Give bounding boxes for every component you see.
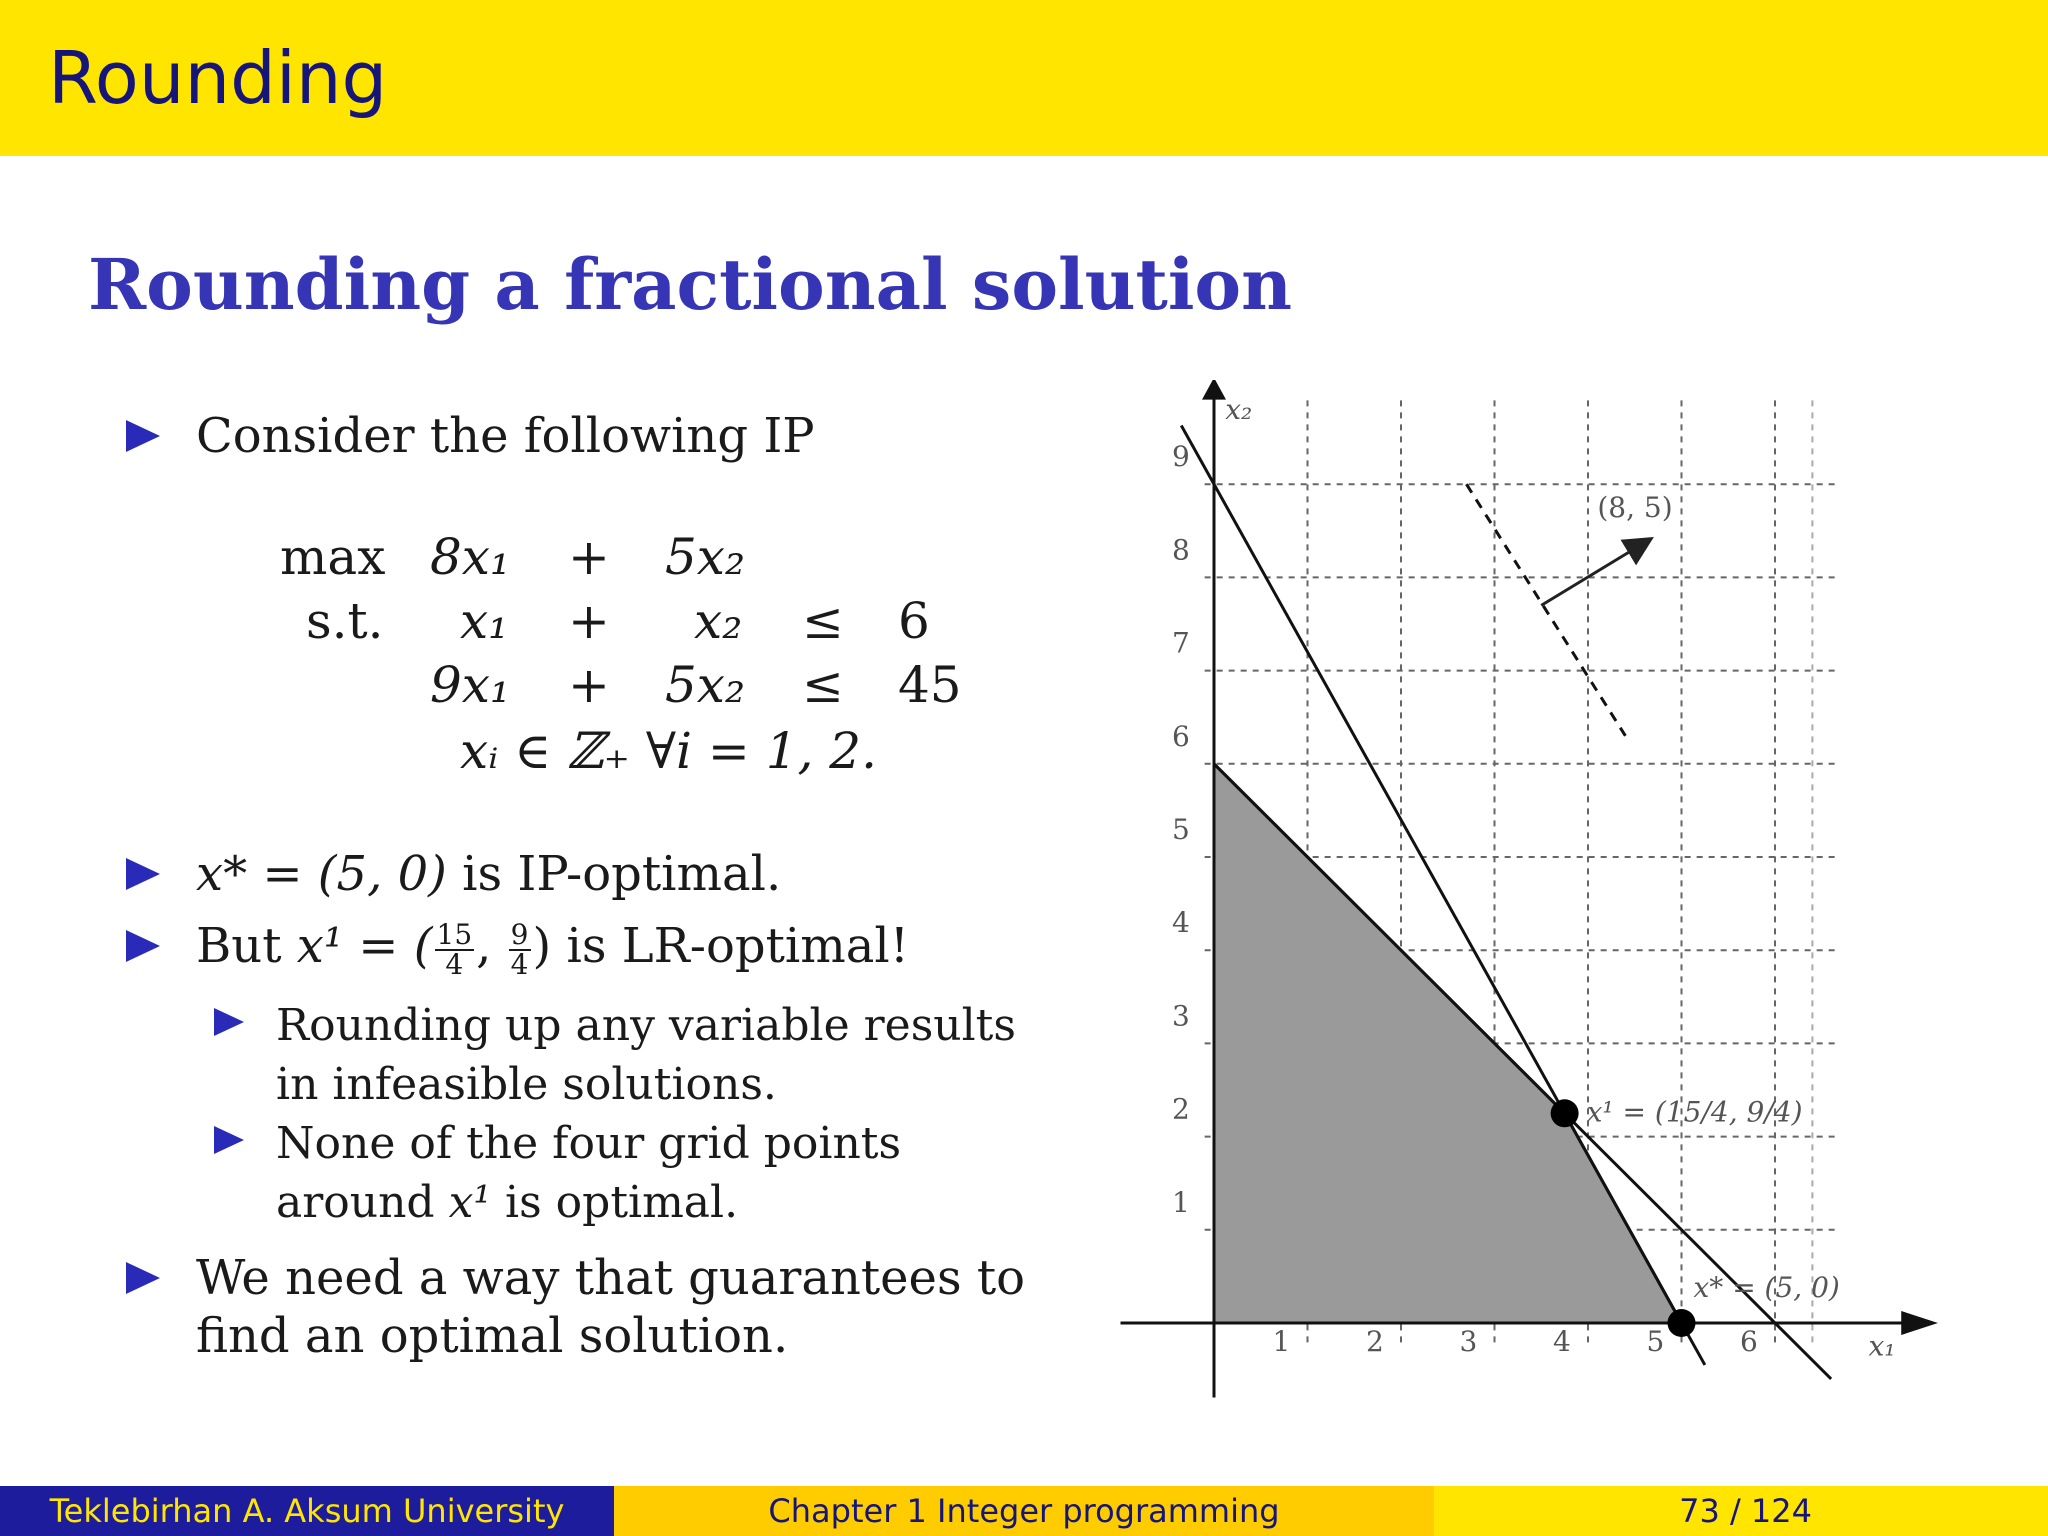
y-tick-label: 5 — [1172, 813, 1190, 846]
model-r2-op: + — [568, 592, 610, 650]
x-tick-label: 5 — [1646, 1324, 1665, 1358]
x-tick-label: 4 — [1553, 1324, 1571, 1358]
bullet-line: We need a way that guarantees to — [196, 1250, 1026, 1306]
y-axis-arrow-icon — [1202, 380, 1226, 400]
model-domain: xᵢ ∈ ℤ₊ ∀i = 1, 2. — [460, 722, 877, 780]
fraction-numerator: 15 — [436, 917, 473, 951]
fraction-15-4 — [435, 917, 475, 981]
model-r2-b: x₂ — [694, 592, 743, 650]
model-r1-op: + — [568, 528, 610, 586]
y-tick-label: 8 — [1172, 533, 1190, 567]
model-r3-a: 9x₁ — [430, 656, 511, 714]
subbullet-line-pre: around — [276, 1177, 449, 1229]
model-r3-op: + — [568, 656, 610, 714]
fraction-denominator: 4 — [445, 947, 464, 981]
footer-bar — [0, 1486, 2048, 1536]
header-bar — [0, 0, 2048, 156]
subbullet-line: in infeasible solutions. — [276, 1059, 777, 1111]
objective-arrow — [1541, 540, 1649, 605]
subbullet-triangle-icon — [214, 1126, 244, 1154]
model-r1-a: 8x₁ — [430, 528, 511, 586]
ip-model — [270, 520, 970, 790]
bullet-triangle-icon — [126, 930, 160, 962]
x-tick-label: 1 — [1272, 1324, 1291, 1358]
model-r1-b: 5x₂ — [665, 528, 746, 586]
model-r2-rel: ≤ — [802, 592, 844, 650]
point-label: x¹ = (15/4, 9/4) — [1586, 1095, 1803, 1129]
model-r3-b: 5x₂ — [665, 656, 746, 714]
fraction-numerator: 9 — [510, 917, 529, 951]
lr-optimal-pre: But — [196, 918, 297, 974]
subbullet-line — [276, 1173, 901, 1232]
bullet-text: Consider the following IP — [196, 408, 815, 464]
y-tick-label: 9 — [1172, 440, 1190, 474]
y-tick-label: 1 — [1172, 1185, 1190, 1219]
subbullet-line: Rounding up any variable results — [276, 1000, 1016, 1051]
model-r2-a: x₁ — [460, 592, 509, 650]
y-tick-label: 7 — [1172, 626, 1190, 660]
lr-optimal-text: is LR-optimal! — [551, 918, 910, 974]
optimal-point-marker — [1668, 1309, 1696, 1337]
bullet-triangle-icon — [126, 858, 160, 890]
fraction-denominator: 4 — [510, 947, 529, 981]
y-tick-label: 6 — [1172, 719, 1190, 753]
fraction-close: ) — [532, 918, 552, 974]
x-axis-label: x₁ — [1868, 1329, 1896, 1363]
subbullet-line-math: x¹ — [448, 1177, 492, 1229]
model-r3-rhs: 45 — [898, 656, 962, 714]
bullet-triangle-icon — [126, 420, 160, 452]
subbullet-line-post: is optimal. — [491, 1177, 739, 1229]
bullet-triangle-icon — [126, 1262, 160, 1294]
model-st: s.t. — [306, 592, 384, 650]
model-r2-rhs: 6 — [898, 592, 930, 650]
objective-label: (8, 5) — [1597, 490, 1673, 524]
lr-optimal-math: x¹ = ( — [296, 918, 433, 974]
y-tick-label: 2 — [1172, 1092, 1190, 1126]
bullet-consider — [196, 408, 815, 466]
fraction-9-4 — [509, 917, 531, 981]
subbullet-grid-points — [276, 1114, 901, 1233]
ip-optimal-text: is IP-optimal. — [446, 846, 782, 902]
fraction-separator: , — [476, 918, 507, 974]
model-max: max — [280, 528, 386, 586]
optimal-point-marker — [1551, 1099, 1579, 1127]
y-tick-label: 4 — [1172, 906, 1190, 940]
point-label: x* = (5, 0) — [1693, 1271, 1840, 1304]
bullet-ip-optimal — [196, 846, 781, 904]
ip-optimal-math: x* = (5, 0) — [196, 846, 447, 902]
subbullet-line: None of the four grid points — [276, 1118, 902, 1169]
frame-title: Rounding — [48, 36, 388, 120]
bullet-need-a-way — [196, 1250, 1025, 1365]
x-tick-label: 6 — [1740, 1324, 1758, 1358]
model-r3-rel: ≤ — [802, 656, 844, 714]
x-tick-label: 2 — [1366, 1324, 1384, 1358]
subbullet-triangle-icon — [214, 1008, 244, 1036]
footer-page-number: 73 / 124 — [1679, 1492, 1812, 1530]
y-axis-label: x₂ — [1225, 392, 1253, 426]
footer-page-box — [1434, 1486, 2048, 1536]
footer-chapter: Chapter 1 Integer programming — [614, 1486, 1434, 1536]
y-tick-label: 3 — [1172, 999, 1190, 1033]
subbullet-rounding-up — [276, 996, 1016, 1115]
bullet-line: find an optimal solution. — [196, 1307, 789, 1364]
x-tick-label: 3 — [1459, 1324, 1478, 1358]
slide-heading: Rounding a fractional solution — [88, 243, 1293, 326]
objective-direction — [1466, 484, 1672, 736]
x-axis-arrow-icon — [1901, 1311, 1938, 1335]
feasible-region-chart — [1110, 380, 1950, 1410]
bullet-lr-optimal — [196, 918, 909, 979]
feasible-region — [1214, 764, 1682, 1323]
footer-author: Teklebirhan A. Aksum University — [0, 1486, 614, 1536]
